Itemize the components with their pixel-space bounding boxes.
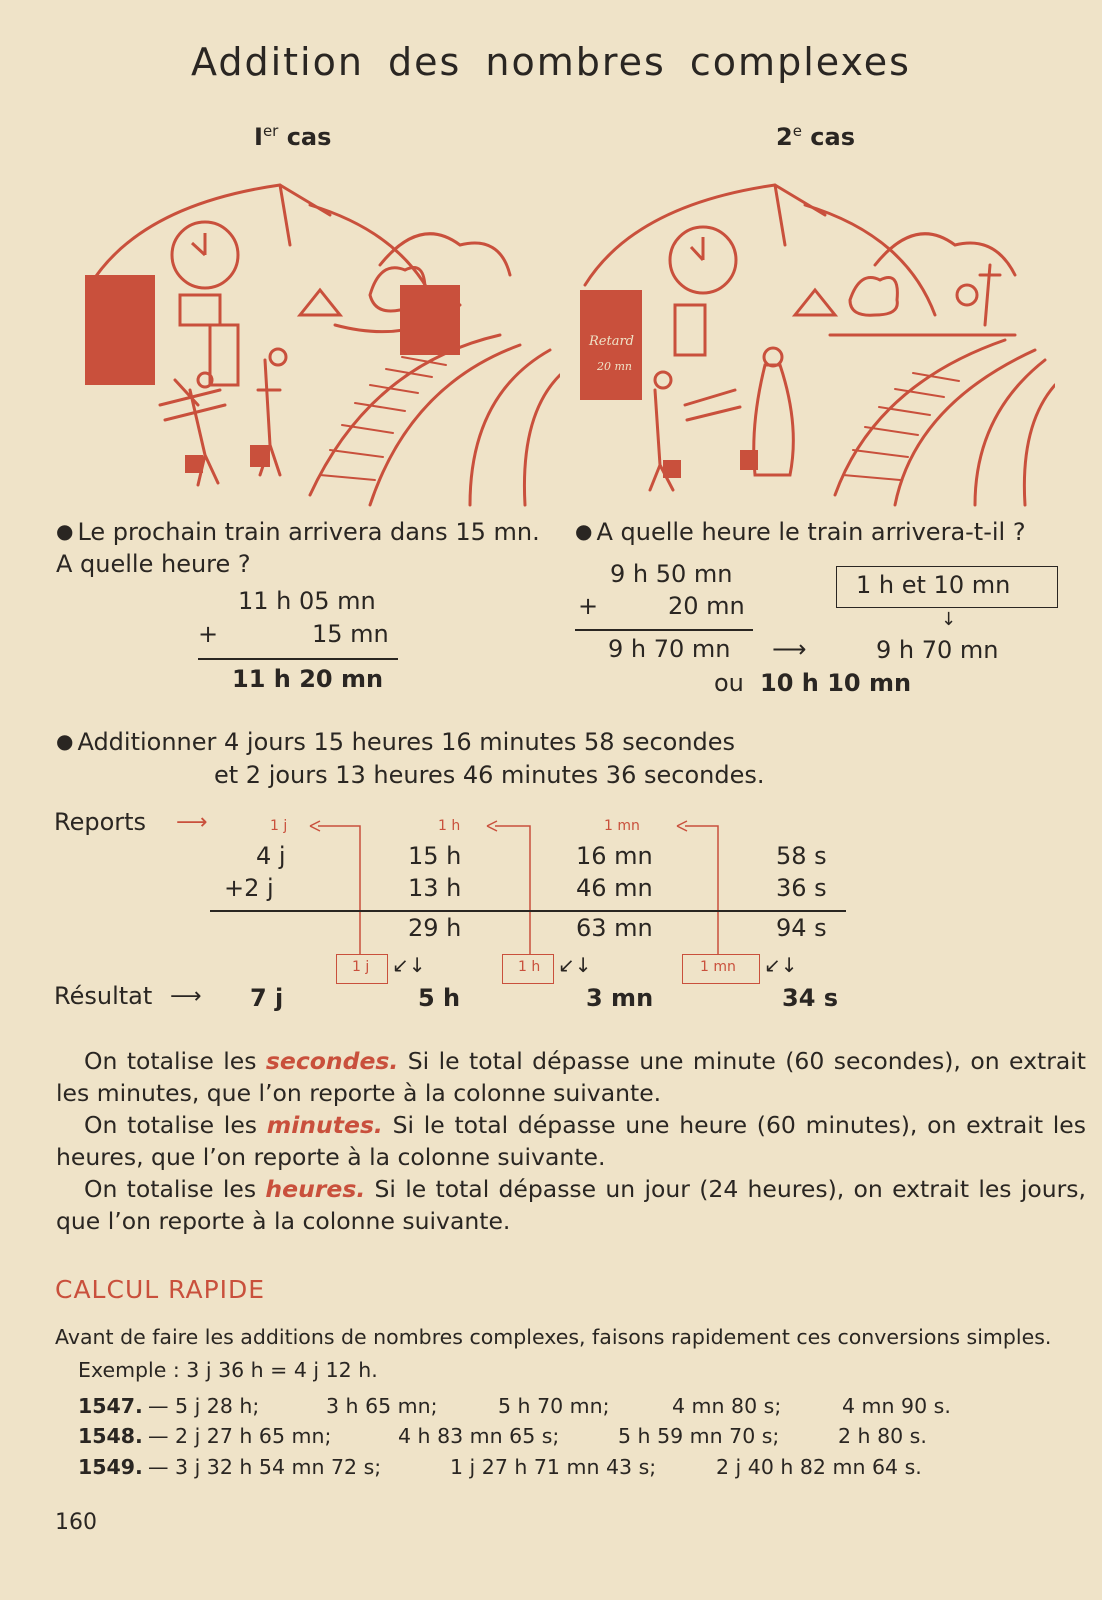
case-2-label: 2e cas [776,122,856,151]
problem2-plus: + [578,592,599,620]
exercise-1549-item: 1 j 27 h 71 mn 43 s; [450,1455,657,1479]
problem1-plus: + [198,620,219,648]
retard-sign-line2: 20 mn [597,360,633,373]
b-s: 36 s [776,874,827,902]
calcul-example: Exemple : 3 j 36 h = 4 j 12 h. [78,1358,378,1382]
res-j: 7 j [250,984,284,1012]
exercise-1548-item: 5 h 59 mn 70 s; [618,1424,780,1448]
report-h: 1 h [438,818,461,834]
exercise-1549-item: 2 j 40 h 82 mn 64 s. [716,1455,922,1479]
page-number: 160 [55,1510,97,1535]
sum-mn: 63 mn [576,914,653,942]
exercise-1547-item: 4 mn 80 s; [672,1394,782,1418]
problem1-op1: 11 h 05 mn [238,587,376,615]
problem2-question: ● A quelle heure le train arrivera-t-il ? [575,518,1026,546]
problem2-result: 10 h 10 mn [760,669,912,697]
case-1-label: Ier cas [254,122,332,151]
report-mn: 1 mn [604,818,640,834]
problem1-sum-line [198,658,398,660]
exercise-1549-item: — 3 j 32 h 54 mn 72 s; [148,1455,382,1479]
sum-s: 94 s [776,914,827,942]
b-j: +2 j [224,874,274,902]
carry-arrows-h: ↙↓ [558,953,592,977]
problem3-line2: et 2 jours 13 heures 46 minutes 36 secondes. [214,761,765,789]
illustration-case-1 [80,175,560,510]
problem2-partial2: 9 h 70 mn [876,636,999,664]
retard-sign-line1: Retard [589,334,634,349]
calcul-intro: Avant de faire les additions de nombres complexes, faisons rapidement ces conversions simples. [55,1325,1052,1349]
carry-box-j-label: 1 j [352,959,370,975]
a-s: 58 s [776,842,827,870]
problem1-line1: ● Le prochain train arrivera dans 15 mn. [56,518,540,546]
illustration-case-2 [575,175,1055,510]
carry-box-mn-label: 1 mn [700,959,736,975]
exercise-1548-item: — 2 j 27 h 65 mn; [148,1424,332,1448]
problem1-line2: A quelle heure ? [56,550,251,578]
carry-connectors [300,818,730,968]
explanation-minutes: On totalise les minutes. Si le total dépasse une heure (60 minutes), on extrait les heures, que l’on reporte à la colonne suivante. [56,1111,1087,1171]
sum-h: 29 h [408,914,462,942]
b-h: 13 h [408,874,462,902]
problem1-result: 11 h 20 mn [232,665,384,693]
a-mn: 16 mn [576,842,653,870]
exercise-1547-item: 3 h 65 mn; [326,1394,438,1418]
problem3-sum-line [210,910,846,912]
result-label: Résultat [54,982,153,1010]
exercise-1548-item: 4 h 83 mn 65 s; [398,1424,560,1448]
a-h: 15 h [408,842,462,870]
explanation-hours: On totalise les heures. Si le total dépasse un jour (24 heures), on extrait les jours, que l’on reporte à la colonne suivante. [56,1175,1086,1235]
problem3-line1: ● Additionner 4 jours 15 heures 16 minutes 58 secondes [56,728,735,756]
problem2-op1: 9 h 50 mn [610,560,733,588]
res-mn: 3 mn [586,984,654,1012]
problem2-op2: 20 mn [668,592,745,620]
explanation [56,1045,1086,1237]
reports-arrow: ⟶ [176,810,208,835]
carry-arrows-j: ↙↓ [392,953,426,977]
exercise-1547-item: — 5 j 28 h; [148,1394,260,1418]
problem1-op2: 15 mn [312,620,389,648]
reports-label: Reports [54,808,147,836]
carry-box-h-label: 1 h [518,959,541,975]
exercise-1548: 1548. [78,1424,143,1448]
explanation-seconds: On totalise les secondes. Si le total dépasse une minute (60 secondes), on extrait les minutes, que l’on reporte à la colonne suivante. [56,1047,1086,1107]
a-j: 4 j [256,842,286,870]
problem2-box-text: 1 h et 10 mn [856,571,1011,599]
problem2-down-arrow: ↓ [941,609,957,630]
problem2-partial: 9 h 70 mn [608,635,731,663]
res-h: 5 h [418,984,461,1012]
exercise-1548-item: 2 h 80 s. [838,1424,927,1448]
calcul-heading: CALCUL RAPIDE [55,1275,266,1304]
exercise-1547-item: 4 mn 90 s. [842,1394,951,1418]
problem2-arrow: ⟶ [772,635,807,663]
report-j: 1 j [270,818,288,834]
carry-arrows-mn: ↙↓ [764,953,798,977]
problem2-ou: ou [714,669,744,697]
exercise-1549: 1549. [78,1455,143,1479]
result-arrow: ⟶ [170,984,202,1009]
res-s: 34 s [782,984,839,1012]
exercise-1547-item: 5 h 70 mn; [498,1394,610,1418]
b-mn: 46 mn [576,874,653,902]
problem2-sum-line [575,629,753,631]
exercise-1547: 1547. [78,1394,143,1418]
page-title: Addition des nombres complexes [191,40,911,84]
